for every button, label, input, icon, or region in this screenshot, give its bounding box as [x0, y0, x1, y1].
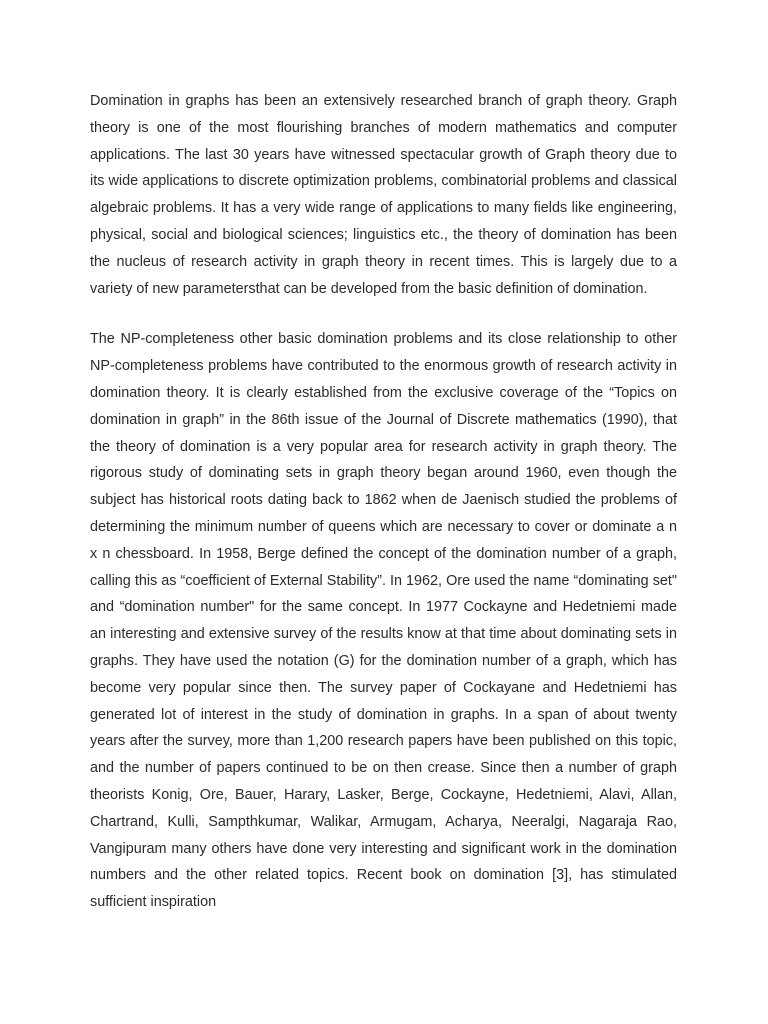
- paragraph-intro: Domination in graphs has been an extensively researched branch of graph theory. Graph theory is one of the most flourishing branches of modern mathematics and computer applications. The last 30 years have witnessed spectacular growth of Graph theory due to its wide applications to discrete optimization problems, combinatorial problems and classical algebraic problems. It has a very wide range of applications to many fields like engineering, physical, social and biological sciences; linguistics etc., the theory of domination has been the nucleus of research activity in graph theory in recent times. This is largely due to a variety of new parametersthat can be developed from the basic definition of domination.: [90, 93, 677, 297]
- document-page: [90, 88, 677, 916]
- paragraph-history: The NP-completeness other basic domination problems and its close relationship to other NP-completeness problems have contributed to the enormous growth of research activity in domination theory. It is clearly established from the exclusive coverage of the “Topics on domination in graph” in the 86th issue of the Journal of Discrete mathematics (1990), that the theory of domination is a very popular area for research activity in graph theory. The rigorous study of dominating sets in graph theory began around 1960, even though the subject has historical roots dating back to 1862 when de Jaenisch studied the problems of determining the minimum number of queens which are necessary to cover or dominate a n x n chessboard. In 1958, Berge defined the concept of the domination number of a graph, calling this as “coefficient of External Stability”. In 1962, Ore used the name “dominating set" and “domination number" for the same concept. In 1977 Cockayne and Hedetniemi made an interesting and extensive survey of the results know at that time about dominating sets in graphs. They have used the notation (G) for the domination number of a graph, which has become very popular since then. The survey paper of Cockayane and Hedetniemi has generated lot of interest in the study of domination in graphs. In a span of about twenty years after the survey, more than 1,200 research papers have been published on this topic, and the number of papers continued to be on then crease. Since then a number of graph theorists Konig, Ore, Bauer, Harary, Lasker, Berge, Cockayne, Hedetniemi, Alavi, Allan, Chartrand, Kulli, Sampthkumar, Walikar, Armugam, Acharya, Neeralgi, Nagaraja Rao, Vangipuram many others have done very interesting and significant work in the domination numbers and the other related topics. Recent book on domination [3], has stimulated sufficient inspiration: [90, 331, 677, 911]
